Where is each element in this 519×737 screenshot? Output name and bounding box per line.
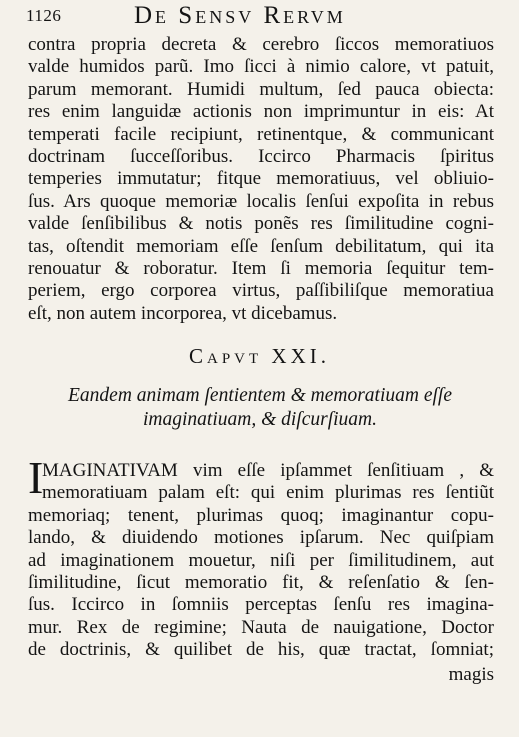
chapter-heading: Capvt XXI. — [188, 344, 330, 368]
text-line: ſus. Ars quoque memoriæ localis ſenſui expoſita in rebus — [28, 190, 494, 212]
catchword: magis — [448, 664, 494, 685]
text-line: doctrinam ſucceſſoribus. Iccirco Pharmacis ſpiritus — [28, 146, 494, 168]
text-line: lando, & diuidendo motiones ipſarum. Nec quiſpiam — [28, 527, 494, 549]
running-head: De Sensv Rervm — [134, 2, 346, 29]
text-line: temperati facile recipiunt, retinentque, & communicant — [28, 123, 494, 145]
text-line: MAGINATIVAM vim eſſe ipſammet ſenſitiuam , & — [42, 460, 494, 481]
bottom-paragraph — [28, 460, 494, 662]
text-line: res enim languidæ actionis non imprimuntur in eis: At — [28, 101, 494, 123]
subtitle-line: imaginatiuam, & diſcurſiuam. — [143, 409, 377, 430]
text-line: valde ſenſibilibus & notis ponẽs res ſimilitudine cogni- — [28, 213, 494, 235]
text-line: ſimilitudine, ſicut memoratio fit, & reſenſatio & ſen- — [28, 572, 494, 594]
chapter-subtitle — [40, 384, 480, 432]
subtitle-line: Eandem animam ſentientem & memoratiuam eſſe — [68, 385, 452, 406]
top-paragraph — [28, 34, 494, 325]
text-line: tas, oſtendit memoriam eſſe ſenſum debilitatum, qui ita — [28, 235, 494, 257]
text-line: renouatur & roboratur. Item ſi memoria ſequitur tem- — [28, 258, 494, 280]
text-line: periem, ergo corporea virtus, paſſibiliſque memoratiua — [28, 280, 494, 302]
text-line: valde humidos parũ. Imo ſicci à nimio calore, vt patuit, — [28, 56, 494, 78]
text-line: memoratiuam palam eſt: qui enim plurimas res ſentiũt — [42, 482, 494, 504]
text-line: ad imaginationem mouetur, niſi per ſimilitudinem, aut — [28, 549, 494, 571]
text-line: ſus. Iccirco in ſomniis perceptas ſenſu res imagina- — [28, 594, 494, 616]
drop-initial: I — [28, 452, 44, 503]
text-line: eſt, non autem incorporea, vt dicebamus. — [28, 302, 338, 324]
text-line: contra propria decreta & cerebro ſiccos memoratiuos — [28, 34, 494, 55]
text-line: memoriaq; tenent, plurimas quoq; imaginantur copu- — [28, 504, 494, 526]
page-header — [26, 2, 496, 34]
text-line: de doctrinis, & quilibet de his, quæ tractat, ſomniat; — [28, 639, 494, 661]
text-line: parum memorant. Humidi multum, ſed pauca obiecta: — [28, 78, 494, 100]
text-line: mur. Rex de regimine; Nauta de nauigatione, Doctor — [28, 616, 494, 638]
text-line: temperies immutatur; fitque memoratiuus, vel obliuio- — [28, 168, 494, 190]
page-number: 1126 — [26, 6, 62, 25]
